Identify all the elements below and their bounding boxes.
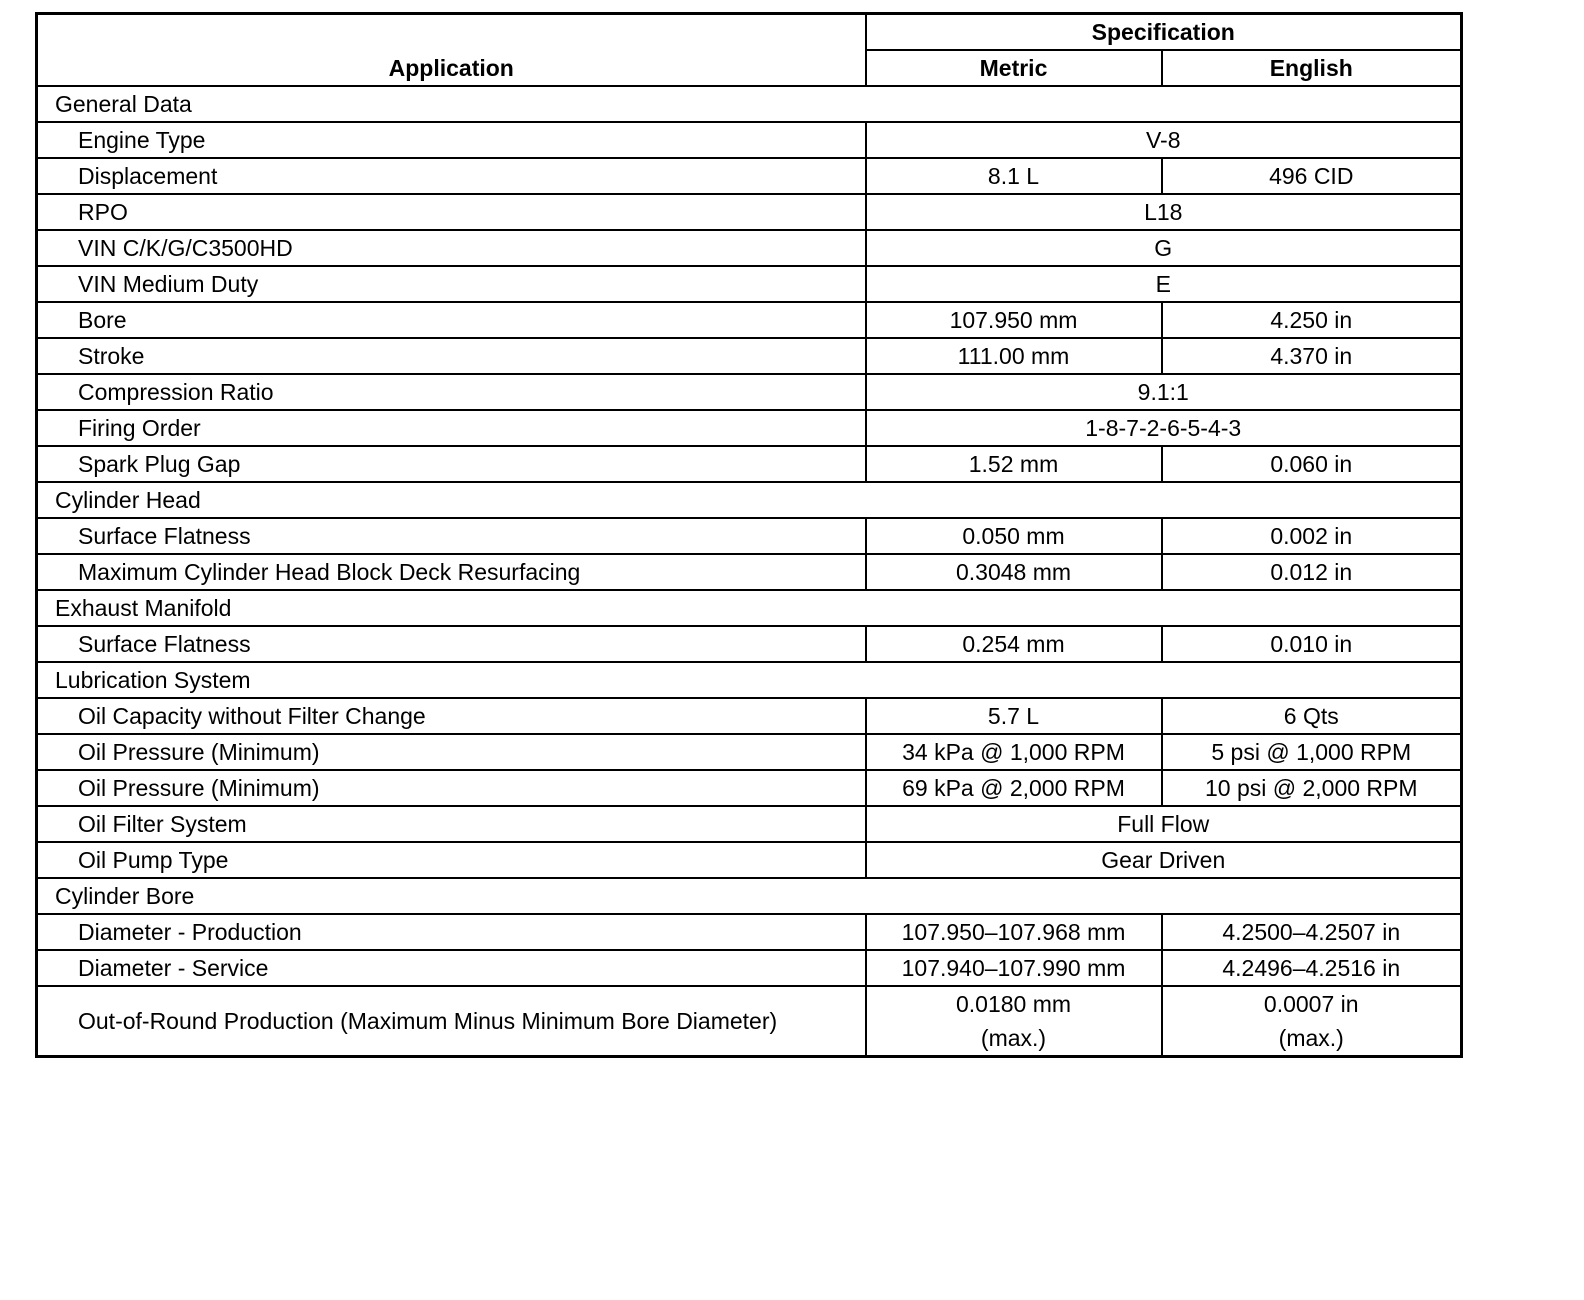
section-cylinder-head: Cylinder Head	[37, 482, 1462, 518]
row-metric: 107.950 mm	[866, 302, 1162, 338]
header-specification: Specification	[866, 14, 1462, 51]
row-english: 0.010 in	[1162, 626, 1462, 662]
row-english: 4.2496–4.2516 in	[1162, 950, 1462, 986]
row-label: Diameter - Service	[37, 950, 866, 986]
row-metric: 1.52 mm	[866, 446, 1162, 482]
row-metric: 107.940–107.990 mm	[866, 950, 1162, 986]
row-metric: 0.254 mm	[866, 626, 1162, 662]
row-metric-note: (max.)	[980, 1025, 1047, 1051]
row-english-value: 0.0007 in	[1263, 991, 1359, 1017]
row-english: 6 Qts	[1162, 698, 1462, 734]
table-row	[37, 554, 1462, 590]
row-metric-value: 0.0180 mm	[955, 991, 1072, 1017]
row-label: Displacement	[37, 158, 866, 194]
header-english: English	[1162, 50, 1462, 86]
row-label: Oil Pump Type	[37, 842, 866, 878]
row-english	[1162, 986, 1462, 1057]
row-english: 496 CID	[1162, 158, 1462, 194]
row-english: 0.060 in	[1162, 446, 1462, 482]
row-metric: 34 kPa @ 1,000 RPM	[866, 734, 1162, 770]
section-row	[37, 482, 1462, 518]
table-row	[37, 266, 1462, 302]
table-row	[37, 446, 1462, 482]
section-row	[37, 86, 1462, 122]
table-row	[37, 158, 1462, 194]
row-label: Oil Filter System	[37, 806, 866, 842]
header-metric: Metric	[866, 50, 1162, 86]
table-row	[37, 842, 1462, 878]
table-row	[37, 698, 1462, 734]
table-row	[37, 626, 1462, 662]
row-label: Firing Order	[37, 410, 866, 446]
row-value: G	[866, 230, 1462, 266]
row-english: 4.370 in	[1162, 338, 1462, 374]
row-metric: 107.950–107.968 mm	[866, 914, 1162, 950]
table-row	[37, 194, 1462, 230]
row-metric: 8.1 L	[866, 158, 1162, 194]
row-value: Full Flow	[866, 806, 1462, 842]
row-english: 4.250 in	[1162, 302, 1462, 338]
row-label: Surface Flatness	[37, 626, 866, 662]
table-row	[37, 734, 1462, 770]
row-metric: 111.00 mm	[866, 338, 1162, 374]
section-row	[37, 878, 1462, 914]
row-english: 10 psi @ 2,000 RPM	[1162, 770, 1462, 806]
row-metric: 5.7 L	[866, 698, 1162, 734]
table-row	[37, 230, 1462, 266]
table-row	[37, 770, 1462, 806]
engine-spec-table	[35, 12, 1463, 1058]
row-label: Out-of-Round Production (Maximum Minus Minimum Bore Diameter)	[37, 986, 866, 1057]
table-row	[37, 986, 1462, 1057]
section-lubrication-system: Lubrication System	[37, 662, 1462, 698]
row-label: Oil Pressure (Minimum)	[37, 734, 866, 770]
row-value: 1-8-7-2-6-5-4-3	[866, 410, 1462, 446]
row-label: Oil Pressure (Minimum)	[37, 770, 866, 806]
row-metric: 0.050 mm	[866, 518, 1162, 554]
row-label: VIN Medium Duty	[37, 266, 866, 302]
row-value: V-8	[866, 122, 1462, 158]
row-value: L18	[866, 194, 1462, 230]
table-row	[37, 410, 1462, 446]
section-general-data: General Data	[37, 86, 1462, 122]
row-label: VIN C/K/G/C3500HD	[37, 230, 866, 266]
table-row	[37, 518, 1462, 554]
table-row	[37, 338, 1462, 374]
row-label: Stroke	[37, 338, 866, 374]
row-label: Maximum Cylinder Head Block Deck Resurfacing	[37, 554, 866, 590]
row-english-note: (max.)	[1278, 1025, 1344, 1051]
row-label: Surface Flatness	[37, 518, 866, 554]
row-label: Engine Type	[37, 122, 866, 158]
row-english: 0.002 in	[1162, 518, 1462, 554]
table-row	[37, 374, 1462, 410]
header-application: Application	[37, 14, 866, 87]
table-row	[37, 806, 1462, 842]
row-english: 4.2500–4.2507 in	[1162, 914, 1462, 950]
section-cylinder-bore: Cylinder Bore	[37, 878, 1462, 914]
section-row	[37, 590, 1462, 626]
row-metric	[866, 986, 1162, 1057]
row-value: 9.1:1	[866, 374, 1462, 410]
row-label: RPO	[37, 194, 866, 230]
row-metric: 69 kPa @ 2,000 RPM	[866, 770, 1162, 806]
row-label: Spark Plug Gap	[37, 446, 866, 482]
row-value: Gear Driven	[866, 842, 1462, 878]
row-label: Bore	[37, 302, 866, 338]
table-row	[37, 914, 1462, 950]
row-value: E	[866, 266, 1462, 302]
table-row	[37, 302, 1462, 338]
row-label: Oil Capacity without Filter Change	[37, 698, 866, 734]
table-row	[37, 950, 1462, 986]
table-row	[37, 122, 1462, 158]
row-label: Compression Ratio	[37, 374, 866, 410]
row-label: Diameter - Production	[37, 914, 866, 950]
header-row-top	[37, 14, 1462, 51]
row-metric: 0.3048 mm	[866, 554, 1162, 590]
section-exhaust-manifold: Exhaust Manifold	[37, 590, 1462, 626]
section-row	[37, 662, 1462, 698]
row-english: 5 psi @ 1,000 RPM	[1162, 734, 1462, 770]
row-english: 0.012 in	[1162, 554, 1462, 590]
